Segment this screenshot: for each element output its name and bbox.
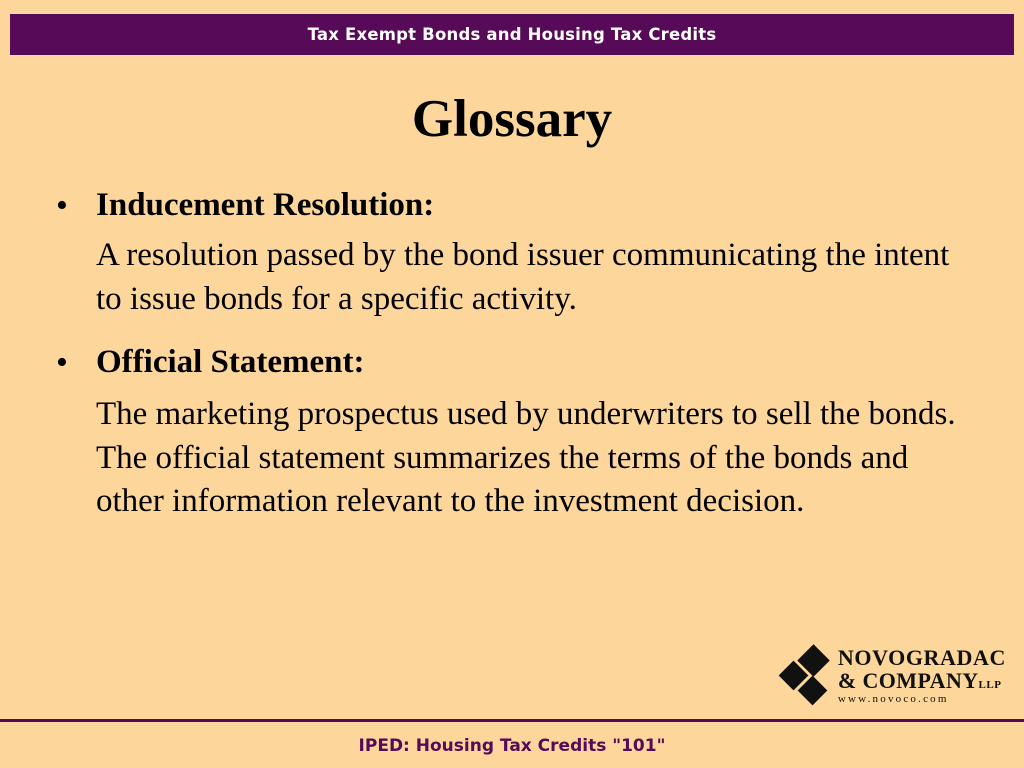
page-title: Glossary: [411, 90, 613, 148]
logo-name-line2: [838, 669, 1006, 692]
bullet-icon: •: [56, 344, 68, 382]
header-title: Tax Exempt Bonds and Housing Tax Credits: [307, 25, 717, 44]
bullet-icon: •: [56, 187, 68, 224]
list-item: [56, 186, 986, 321]
header-banner: [10, 14, 1014, 55]
list-item: [56, 343, 986, 524]
logo-company-text: & COMPANY: [837, 668, 979, 694]
logo-suffix: LLP: [978, 679, 1002, 692]
footer-divider: [0, 719, 1024, 722]
content-spacer: [56, 325, 986, 343]
list-item-heading: Inducement Resolution:: [96, 187, 435, 223]
diamond-icon: [778, 646, 832, 706]
list-item-body: A resolution passed by the bond issuer communicating the intent to issue bonds for a specific activity.: [96, 237, 950, 317]
list-item-body: The marketing prospectus used by underwriters to sell the bonds. The official statement summarizes the terms of the bonds and other information relevant to the investment decision.: [96, 396, 956, 520]
list-item-heading: Official Statement:: [96, 344, 365, 381]
footer-text: IPED: Housing Tax Credits "101": [358, 736, 666, 756]
novogradac-logo: [778, 646, 1006, 706]
slide-content: [56, 186, 986, 528]
logo-url: www.novoco.com: [837, 693, 949, 706]
logo-name-line1: NOVOGRADAC: [837, 645, 1006, 671]
